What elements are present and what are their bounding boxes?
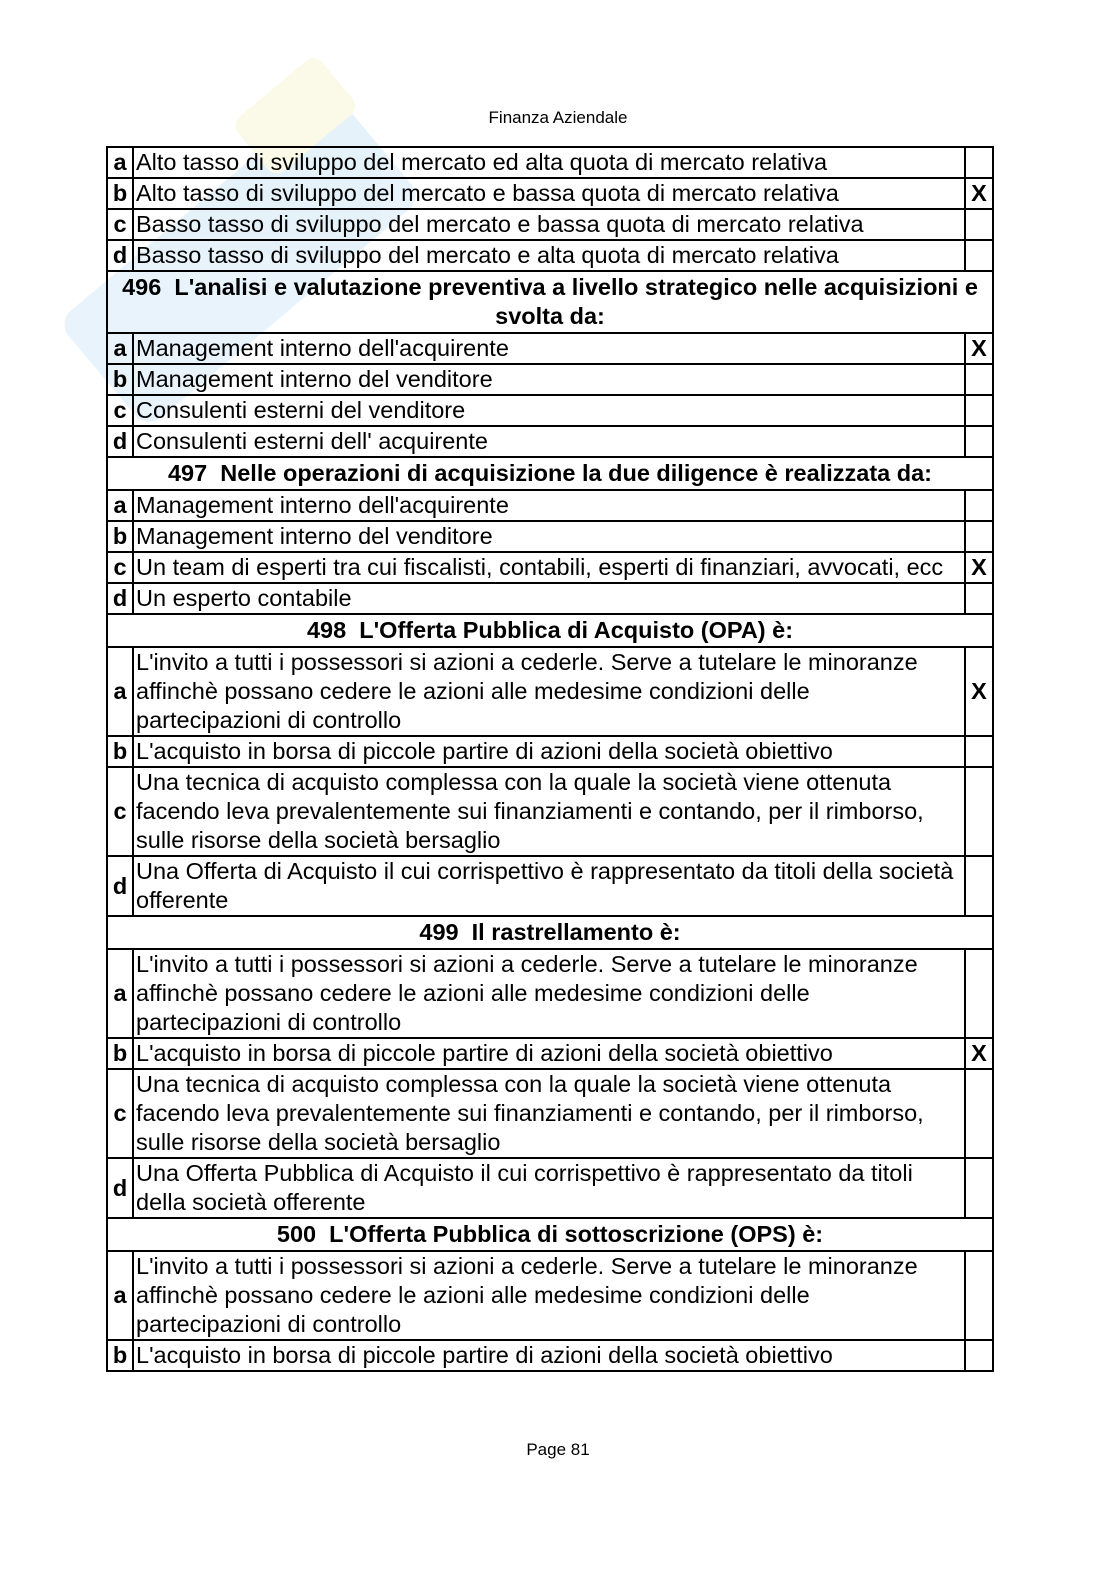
question-row	[107, 271, 993, 333]
question-number: 500	[276, 1221, 317, 1247]
correct-answer-mark	[965, 856, 993, 916]
correct-answer-mark	[965, 395, 993, 426]
answer-text: L'invito a tutti i possessori si azioni a cederle. Serve a tutelare le minoranze affinchè possano cedere le azioni alle medesime condizioni delle partecipazioni di controllo	[133, 949, 965, 1038]
correct-answer-mark	[965, 1251, 993, 1340]
answer-letter: b	[107, 521, 133, 552]
correct-answer-mark	[965, 209, 993, 240]
answer-row	[107, 1038, 993, 1069]
answer-text: Consulenti esterni dell' acquirente	[133, 426, 965, 457]
answer-text: Basso tasso di sviluppo del mercato e alta quota di mercato relativa	[133, 240, 965, 271]
answer-letter: a	[107, 949, 133, 1038]
answer-row	[107, 521, 993, 552]
question-number: 497	[167, 460, 208, 486]
answer-row	[107, 647, 993, 736]
answer-letter: d	[107, 1158, 133, 1218]
answer-text: Una tecnica di acquisto complessa con la quale la società viene ottenuta facendo leva prevalentemente sui finanziamenti e contando, per il rimborso, sulle risorse della società bersaglio	[133, 767, 965, 856]
correct-answer-mark	[965, 767, 993, 856]
answer-text: L'invito a tutti i possessori si azioni a cederle. Serve a tutelare le minoranze affinchè possano cedere le azioni alle medesime condizioni delle partecipazioni di controllo	[133, 1251, 965, 1340]
answer-letter: b	[107, 178, 133, 209]
answer-text: L'acquisto in borsa di piccole partire di azioni della società obiettivo	[133, 1038, 965, 1069]
correct-answer-mark	[965, 364, 993, 395]
answer-letter: d	[107, 426, 133, 457]
question-text: Il rastrellamento è:	[471, 919, 681, 945]
answer-letter: b	[107, 736, 133, 767]
correct-answer-mark: X	[965, 1038, 993, 1069]
correct-answer-mark	[965, 1069, 993, 1158]
answer-row	[107, 240, 993, 271]
answer-letter: d	[107, 583, 133, 614]
question-row	[107, 457, 993, 490]
question-number: 496	[122, 274, 162, 300]
question-cell	[107, 457, 993, 490]
correct-answer-mark	[965, 490, 993, 521]
answer-row	[107, 949, 993, 1038]
answer-letter: a	[107, 490, 133, 521]
quiz-table-body	[107, 147, 993, 1371]
answer-row	[107, 583, 993, 614]
answer-letter: b	[107, 364, 133, 395]
correct-answer-mark	[965, 426, 993, 457]
answer-text: Un esperto contabile	[133, 583, 965, 614]
answer-letter: b	[107, 1340, 133, 1371]
answer-text: Alto tasso di sviluppo del mercato e bassa quota di mercato relativa	[133, 178, 965, 209]
answer-text: Management interno del venditore	[133, 521, 965, 552]
correct-answer-mark	[965, 147, 993, 178]
answer-letter: a	[107, 147, 133, 178]
correct-answer-mark	[965, 521, 993, 552]
answer-letter: b	[107, 1038, 133, 1069]
answer-row	[107, 856, 993, 916]
correct-answer-mark	[965, 736, 993, 767]
answer-row	[107, 552, 993, 583]
question-text: Nelle operazioni di acquisizione la due diligence è realizzata da:	[220, 460, 932, 486]
correct-answer-mark	[965, 949, 993, 1038]
answer-letter: a	[107, 333, 133, 364]
question-text: L'Offerta Pubblica di Acquisto (OPA) è:	[359, 617, 794, 643]
correct-answer-mark	[965, 1340, 993, 1371]
question-number: 499	[419, 919, 459, 945]
question-number: 498	[306, 617, 347, 643]
answer-text: Alto tasso di sviluppo del mercato ed alta quota di mercato relativa	[133, 147, 965, 178]
answer-text: Un team di esperti tra cui fiscalisti, contabili, esperti di finanziari, avvocati, ecc	[133, 552, 965, 583]
answer-row	[107, 364, 993, 395]
correct-answer-mark: X	[965, 333, 993, 364]
question-cell	[107, 271, 993, 333]
answer-letter: a	[107, 1251, 133, 1340]
answer-text: L'acquisto in borsa di piccole partire di azioni della società obiettivo	[133, 736, 965, 767]
correct-answer-mark	[965, 1158, 993, 1218]
question-cell	[107, 916, 993, 949]
page-number: Page 81	[526, 1440, 590, 1459]
question-row	[107, 614, 993, 647]
answer-text: Management interno dell'acquirente	[133, 490, 965, 521]
correct-answer-mark: X	[965, 647, 993, 736]
answer-letter: c	[107, 767, 133, 856]
answer-row	[107, 333, 993, 364]
answer-text: Management interno del venditore	[133, 364, 965, 395]
answer-row	[107, 395, 993, 426]
answer-row	[107, 178, 993, 209]
answer-letter: c	[107, 209, 133, 240]
answer-text: L'invito a tutti i possessori si azioni a cederle. Serve a tutelare le minoranze affinchè possano cedere le azioni alle medesime condizioni delle partecipazioni di controllo	[133, 647, 965, 736]
question-cell	[107, 1218, 993, 1251]
answer-row	[107, 490, 993, 521]
question-text: L'analisi e valutazione preventiva a livello strategico nelle acquisizioni e svolta da:	[174, 274, 978, 329]
answer-text: Una Offerta di Acquisto il cui corrispettivo è rappresentato da titoli della società offerente	[133, 856, 965, 916]
answer-text: Management interno dell'acquirente	[133, 333, 965, 364]
quiz-table	[106, 146, 994, 1372]
answer-text: Basso tasso di sviluppo del mercato e bassa quota di mercato relativa	[133, 209, 965, 240]
answer-row	[107, 767, 993, 856]
answer-letter: c	[107, 395, 133, 426]
answer-row	[107, 1158, 993, 1218]
answer-letter: c	[107, 1069, 133, 1158]
answer-row	[107, 736, 993, 767]
question-row	[107, 916, 993, 949]
answer-row	[107, 209, 993, 240]
answer-letter: d	[107, 856, 133, 916]
answer-letter: a	[107, 647, 133, 736]
question-row	[107, 1218, 993, 1251]
correct-answer-mark	[965, 240, 993, 271]
answer-row	[107, 1251, 993, 1340]
correct-answer-mark: X	[965, 552, 993, 583]
question-cell	[107, 614, 993, 647]
answer-row	[107, 426, 993, 457]
question-text: L'Offerta Pubblica di sottoscrizione (OPS) è:	[329, 1221, 824, 1247]
answer-letter: d	[107, 240, 133, 271]
answer-row	[107, 1069, 993, 1158]
correct-answer-mark: X	[965, 178, 993, 209]
answer-row	[107, 147, 993, 178]
answer-text: Una tecnica di acquisto complessa con la quale la società viene ottenuta facendo leva prevalentemente sui finanziamenti e contando, per il rimborso, sulle risorse della società bersaglio	[133, 1069, 965, 1158]
answer-text: Una Offerta Pubblica di Acquisto il cui corrispettivo è rappresentato da titoli della società offerente	[133, 1158, 965, 1218]
page-header-title: Finanza Aziendale	[488, 108, 628, 127]
answer-letter: c	[107, 552, 133, 583]
correct-answer-mark	[965, 583, 993, 614]
answer-text: Consulenti esterni del venditore	[133, 395, 965, 426]
answer-text: L'acquisto in borsa di piccole partire di azioni della società obiettivo	[133, 1340, 965, 1371]
answer-row	[107, 1340, 993, 1371]
